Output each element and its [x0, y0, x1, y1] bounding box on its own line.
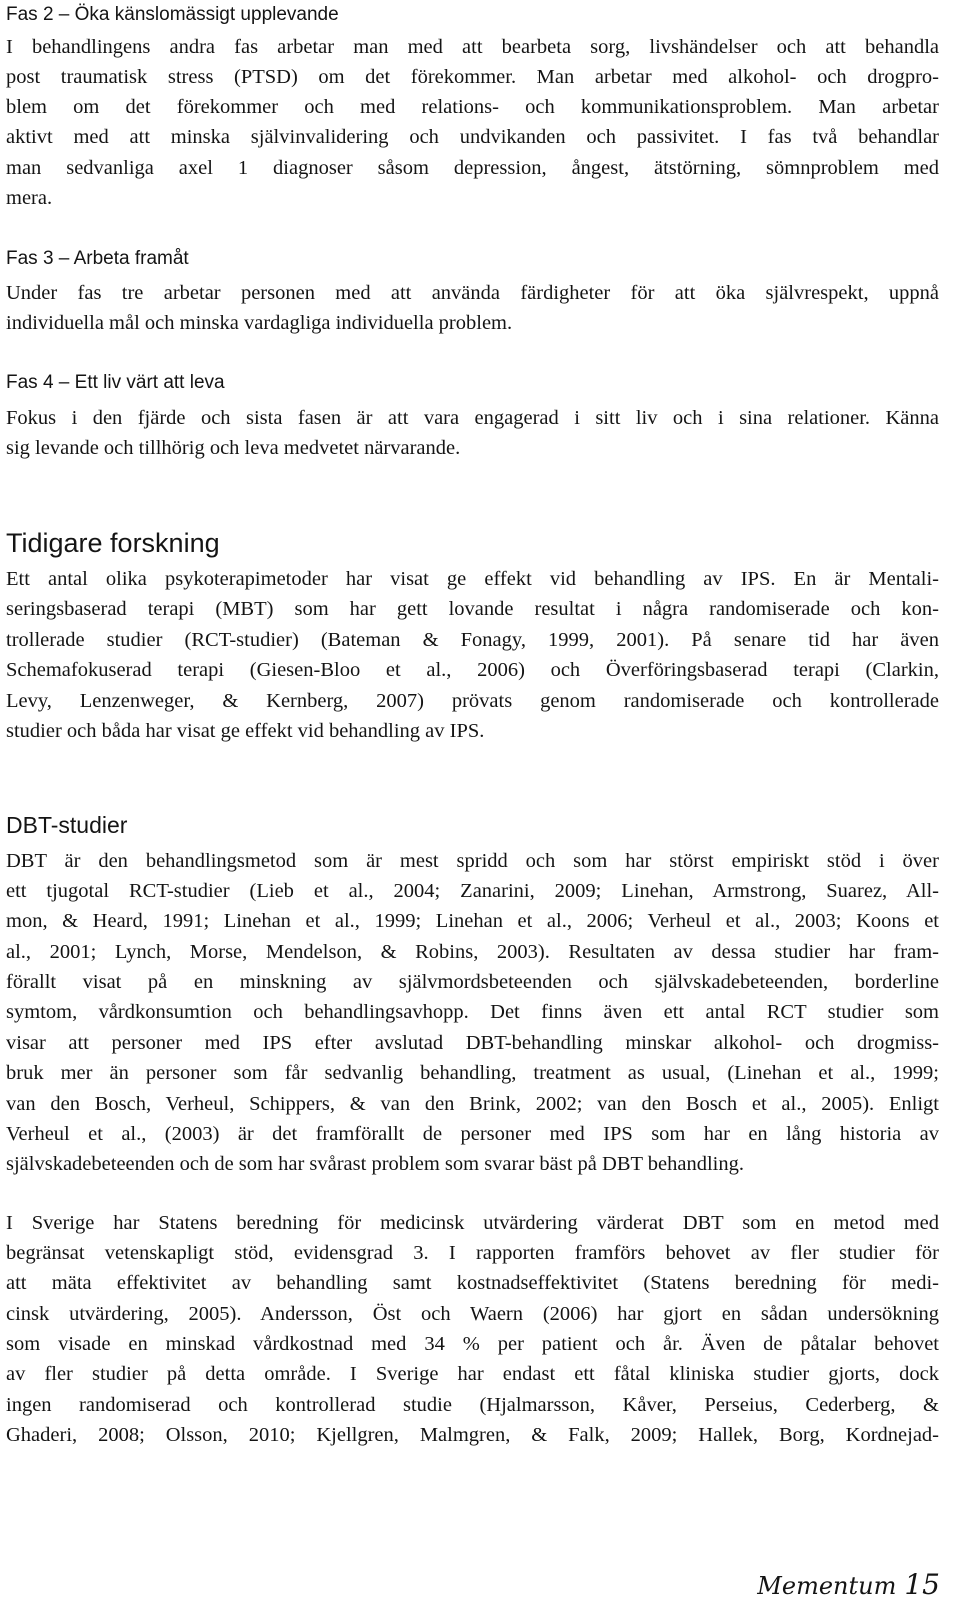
page-footer: [757, 1570, 940, 1601]
paragraph-line: Fokus i den fjärde och sista fasen är att vara engagerad i sitt liv och i sina relationer. Känna: [6, 407, 939, 429]
paragraph-line: sig levande och tillhörig och leva medvetet närvarande.: [6, 437, 461, 459]
paragraph-line: Under fas tre arbetar personen med att använda färdigheter för att öka självrespekt, uppnå: [6, 282, 939, 304]
paragraph-line: individuella mål och minska vardagliga individuella problem.: [6, 312, 513, 334]
paragraph-line: cinsk utvärdering, 2005). Andersson, Öst och Waern (2006) har gjort en sådan undersökning: [6, 1303, 939, 1325]
paragraph-line: som visade en minskad vårdkostnad med 34 % per patient och år. Även de påtalar behovet: [6, 1333, 939, 1355]
paragraph-line: Ghaderi, 2008; Olsson, 2010; Kjellgren, Malmgren, & Falk, 2009; Hallek, Borg, Kordnejad-: [6, 1424, 939, 1446]
paragraph-line: mera.: [6, 187, 53, 209]
paragraph-line: trollerade studier (RCT-studier) (Bateman & Fonagy, 1999, 2001). På senare tid har även: [6, 629, 939, 651]
page-number: 15: [904, 1568, 940, 1601]
heading-fas-2: Fas 2 – Öka känslomässigt upplevande: [6, 4, 339, 25]
footer-brand: Mementum: [757, 1572, 897, 1600]
paragraph-line: visar att personer med IPS efter avslutad DBT-behandling minskar alkohol- och drogmiss-: [6, 1032, 939, 1054]
heading-tidigare-forskning: Tidigare forskning: [6, 528, 220, 558]
paragraph-line: Ett antal olika psykoterapimetoder har visat ge effekt vid behandling av IPS. En är Mentali-: [6, 568, 939, 590]
paragraph-line: av fler studier på detta område. I Sverige har endast ett fåtal kliniska studier gjorts, dock: [6, 1363, 939, 1385]
paragraph-line: symtom, vårdkonsumtion och behandlingsavhopp. Det finns även ett antal RCT studier som: [6, 1001, 939, 1023]
paragraph-line: I behandlingens andra fas arbetar man med att bearbeta sorg, livshändelser och att behandla: [6, 36, 939, 58]
paragraph-line: mon, & Heard, 1991; Linehan et al., 1999; Linehan et al., 2006; Verheul et al., 2003; Koons et: [6, 910, 939, 932]
paragraph-line: studier och båda har visat ge effekt vid behandling av IPS.: [6, 720, 485, 742]
paragraph-line: självskadebeteenden och de som har svårast problem som svarar bäst på DBT behandling.: [6, 1153, 744, 1175]
paragraph-line: att mäta effektivitet av behandling samt kostnadseffektivitet (Statens beredning för medi-: [6, 1272, 939, 1294]
paragraph-line: begränsat vetenskapligt stöd, evidensgrad 3. I rapporten framförs behovet av fler studier för: [6, 1242, 939, 1264]
paragraph-line: Levy, Lenzenweger, & Kernberg, 2007) prövats genom randomiserade och kontrollerade: [6, 690, 939, 712]
paragraph-line: man sedvanliga axel 1 diagnoser såsom depression, ångest, ätstörning, sömnproblem med: [6, 157, 939, 179]
paragraph-line: Verheul et al., (2003) är det framförallt de personer med IPS som har en lång historia av: [6, 1123, 939, 1145]
paragraph-line: al., 2001; Lynch, Morse, Mendelson, & Robins, 2003). Resultaten av dessa studier har fram-: [6, 941, 939, 963]
heading-fas-3: Fas 3 – Arbeta framåt: [6, 248, 189, 269]
paragraph-line: I Sverige har Statens beredning för medicinsk utvärdering värderat DBT som en metod med: [6, 1212, 939, 1234]
heading-dbt-studier: DBT-studier: [6, 812, 128, 838]
paragraph-line: förallt visat på en minskning av självmordsbeteenden och självskadebeteenden, borderline: [6, 971, 939, 993]
heading-fas-4: Fas 4 – Ett liv värt att leva: [6, 372, 225, 393]
paragraph-line: aktivt med att minska självinvalidering och undvikanden och passivitet. I fas två behandlar: [6, 126, 939, 148]
paragraph-line: seringsbaserad terapi (MBT) som har gett lovande resultat i några randomiserade och kon-: [6, 598, 939, 620]
paragraph-line: blem om det förekommer och med relations- och kommunikationsproblem. Man arbetar: [6, 96, 939, 118]
paragraph-line: van den Bosch, Verheul, Schippers, & van den Brink, 2002; van den Bosch et al., 2005). Enligt: [6, 1093, 939, 1115]
paragraph-line: bruk mer än personer som får sedvanlig behandling, treatment as usual, (Linehan et al., 1999;: [6, 1062, 939, 1084]
paragraph-line: ingen randomiserad och kontrollerad studie (Hjalmarsson, Kåver, Perseius, Cederberg, &: [6, 1394, 939, 1416]
paragraph-line: Schemafokuserad terapi (Giesen-Bloo et al., 2006) och Överföringsbaserad terapi (Clarkin,: [6, 659, 939, 681]
paragraph-line: post traumatisk stress (PTSD) om det förekommer. Man arbetar med alkohol- och drogpro-: [6, 66, 939, 88]
paragraph-line: ett tjugotal RCT-studier (Lieb et al., 2004; Zanarini, 2009; Linehan, Armstrong, Suarez, All-: [6, 880, 939, 902]
paragraph-line: DBT är den behandlingsmetod som är mest spridd och som har störst empiriskt stöd i över: [6, 850, 939, 872]
